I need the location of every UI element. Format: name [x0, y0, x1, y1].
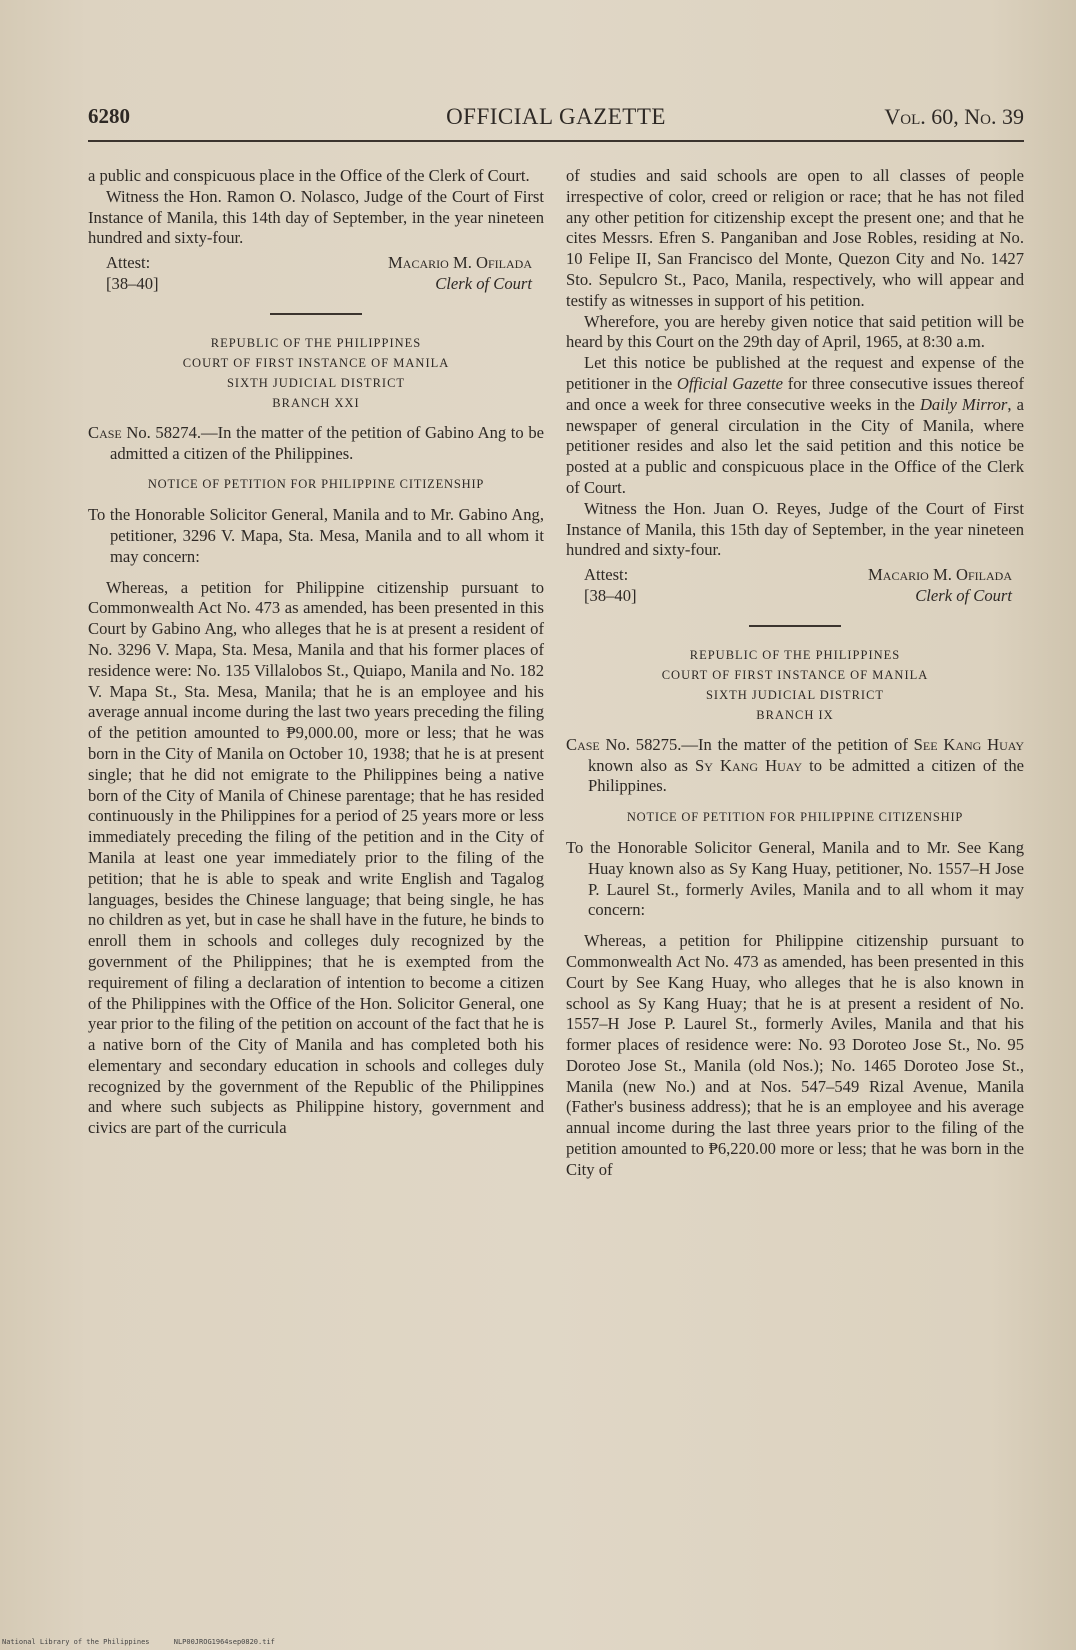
- clerk-name: Macario M. Ofilada: [388, 253, 532, 273]
- petitioner-alias: Sy Kang Huay: [695, 755, 802, 775]
- clerk-name: Macario M. Ofilada: [868, 565, 1012, 585]
- court-heading: [88, 333, 544, 413]
- case-caption: [88, 423, 544, 465]
- notice-title: NOTICE OF PETITION FOR PHILIPPINE CITIZENSHIP: [147, 477, 485, 492]
- scan-filename: NLP00JROG1964sep0820.tif: [173, 1638, 275, 1646]
- publication-paragraph: [566, 353, 1024, 499]
- court-line: SIXTH JUDICIAL DISTRICT: [226, 375, 406, 390]
- library-credit: National Library of the Philippines: [2, 1638, 150, 1646]
- clerk-title: Clerk of Court: [435, 273, 532, 293]
- attestation: [88, 253, 544, 295]
- right-column: [566, 166, 1024, 1181]
- attest-reference: [38–40]: [584, 585, 637, 605]
- court-line: COURT OF FIRST INSTANCE OF MANILA: [661, 667, 929, 682]
- case-text: No. 58274.—In the matter of the petition of Gabino Ang to be admitted a citizen of the Philippines.: [110, 422, 544, 463]
- attest-reference: [38–40]: [106, 273, 159, 293]
- text-run: , a newspaper of general circulation in the City of Manila, where petitioner resides and also let the said petition and this notice be posted at a public and conspicuous place in the Office of the Clerk of Court.: [566, 394, 1024, 497]
- text-run: known also as: [588, 755, 696, 775]
- case-caption: [566, 735, 1024, 797]
- volume-number: Vol. 60, No. 39: [884, 104, 1024, 129]
- court-line: REPUBLIC OF THE PHILIPPINES: [689, 647, 901, 662]
- wherefore-paragraph: Wherefore, you are hereby given notice that said petition will be heard by this Court on the 29th day of April, 1965, at 8:30 a.m.: [566, 311, 1024, 352]
- text-run: to be admitted a citizen of the Philippines.: [588, 755, 1025, 796]
- clerk-title: Clerk of Court: [915, 585, 1012, 605]
- paragraph: a public and conspicuous place in the Office of the Clerk of Court.: [88, 166, 530, 185]
- text-run: for three consecutive issues thereof and once a week for three consecutive weeks in the: [566, 373, 1024, 414]
- attest-label: Attest:: [106, 253, 151, 273]
- notice-title: NOTICE OF PETITION FOR PHILIPPINE CITIZENSHIP: [626, 810, 964, 825]
- attestation: [566, 565, 1024, 607]
- addressee: To the Honorable Solicitor General, Manila and to Mr. See Kang Huay known also as Sy Kang Huay, petitioner, No. 1557–H Jose P. Laurel St., formerly Aviles, Manila and to all whom it may concern:: [566, 837, 1024, 920]
- gazette-name: Official Gazette: [676, 373, 783, 393]
- scan-footer: [2, 1638, 295, 1646]
- court-line: BRANCH IX: [756, 707, 834, 722]
- whereas-paragraph: Whereas, a petition for Philippine citizenship pursuant to Commonwealth Act No. 473 as amended, has been presented in this Court by Gabino Ang, who alleges that he is at present a resident of No. 3296 V. Mapa, Sta. Mesa, Manila and that his former places of residence were: No. 135 Villalobos St., Quiapo, Manila and No. 182 V. Mapa St., Sta. Mesa, Manila; that he is an employee and his average annual income during the last two years preceding the filing of the petition amounted to ₱9,000.00, more or less; that he was born in the City of Manila on October 10, 1938; that he is at present single; that he did not emigrate to the Philippines being a native born of the City of Manila of Chinese parentage; that he has resided continuously in the Philippines for a period of 25 years more or less immediately preceding the filing of the petition and in the City of Manila at least one year immediately prior to the filing of the petition; that he is able to speak and write English and Tagalog languages, besides the Chinese language; that being single, he has no children as yet, but in case he shall have in the future, he binds to enroll them in schools and colleges duly recognized by the government of the Philippines; that he is exempted from the requirement of filing a declaration of intention to become a citizen of the Philippines with the Office of the Hon. Solicitor General, one year prior to the filing of the petition on account of the fact that he is a native born of the City of Manila and has completed both his elementary and secondary education in schools and colleges duly recognized by the government of the Republic of the Philippines and where such subjects as Philippine history, government and civics are part of the curricula: [88, 577, 544, 1138]
- addressee: To the Honorable Solicitor General, Manila and to Mr. Gabino Ang, petitioner, 3296 V. Mapa, Sta. Mesa, Manila and to all whom it may concern:: [88, 505, 544, 566]
- text-run: Let this notice be published at the request and expense of the petitioner in the: [566, 353, 1024, 393]
- newspaper-name: Daily Mirror: [919, 394, 1008, 414]
- attest-label: Attest:: [584, 565, 629, 585]
- section-divider: [270, 313, 362, 315]
- paragraph: of studies and said schools are open to all classes of people irrespective of color, creed or religion or race; that he has not filed any other petition for citizenship except the present one; and that he cites Messrs. Efren S. Panganiban and Jose Robles, residing at No. 10 Felipe II, San Francisco del Monte, Quezon City and No. 1427 Sto. Sepulcro St., Paco, Manila, respectively, who will appear and testify as witnesses in support of his petition.: [566, 166, 1024, 310]
- court-line: REPUBLIC OF THE PHILIPPINES: [210, 335, 422, 350]
- text-run: No. 58275.—In the matter of the petition of: [605, 734, 914, 754]
- page-number: 6280: [88, 104, 130, 128]
- witness-paragraph: Witness the Hon. Juan O. Reyes, Judge of the Court of First Instance of Manila, this 15th day of September, in the year nineteen hundred and sixty-four.: [566, 498, 1024, 560]
- header-rule: [88, 140, 1024, 142]
- left-column: [88, 166, 544, 1139]
- court-line: BRANCH XXI: [272, 395, 360, 410]
- court-heading: [566, 645, 1024, 725]
- petitioner-name: See Kang Huay: [913, 734, 1024, 754]
- court-line: COURT OF FIRST INSTANCE OF MANILA: [182, 355, 450, 370]
- court-line: SIXTH JUDICIAL DISTRICT: [705, 687, 885, 702]
- witness-paragraph: Witness the Hon. Ramon O. Nolasco, Judge of the Court of First Instance of Manila, this 14th day of September, in the year nineteen hundred and sixty-four.: [88, 186, 544, 248]
- case-label: Case: [88, 422, 122, 442]
- whereas-paragraph: Whereas, a petition for Philippine citizenship pursuant to Commonwealth Act No. 473 as amended, has been presented in this Court by See Kang Huay, who alleges that he is also known in school as Sy Kang Huay; that he is at present a resident of No. 1557–H Jose P. Laurel St., formerly Aviles, Manila and that his former places of residence were: No. 93 Doroteo Jose St., No. 95 Doroteo Jose St., Manila (old Nos.); No. 1465 Doroteo Jose St., Manila (new No.) and at Nos. 547–549 Rizal Avenue, Manila (Father's business address); that he is an employee and his average annual income during the last three years prior to the filing of the petition amounted to ₱6,220.00 more or less; that he was born in the City of: [566, 931, 1024, 1179]
- page-header: [88, 104, 1024, 138]
- publication-title: OFFICIAL GAZETTE: [446, 104, 666, 129]
- case-label: Case: [566, 734, 600, 754]
- section-divider: [749, 625, 841, 627]
